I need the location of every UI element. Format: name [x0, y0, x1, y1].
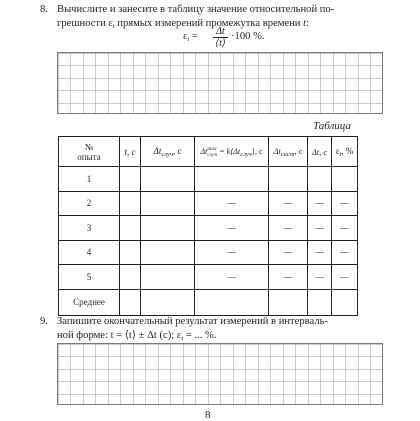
- table-caption: Таблица: [313, 120, 351, 132]
- table-cell-dash: —: [269, 240, 308, 265]
- header-experiment-number: № опыта: [59, 137, 120, 167]
- table-cell[interactable]: [141, 265, 195, 290]
- table-row: [59, 167, 358, 192]
- page-number: 8: [205, 409, 211, 421]
- table-cell[interactable]: [120, 289, 141, 315]
- table-cell-dash: —: [308, 265, 332, 290]
- table-cell[interactable]: [120, 240, 141, 265]
- formula-rhs: ·100 %.: [231, 31, 265, 42]
- table-cell-dash: —: [269, 216, 308, 241]
- table-cell[interactable]: [141, 289, 195, 315]
- table-cell[interactable]: [308, 289, 332, 315]
- header-max-random-error: Δtmax случ = $k⟨\Delta t_{случ}⟩$, c: [195, 137, 269, 167]
- answer-grid-task-8[interactable]: [57, 52, 383, 114]
- table-cell-dash: —: [308, 240, 332, 265]
- header-relative-error: $\varepsilon_t$, %: [332, 137, 358, 167]
- formula-denominator: ⟨t⟩: [215, 38, 226, 49]
- table-cell-dash: —: [332, 265, 358, 290]
- task-9-number: 9.: [40, 316, 48, 327]
- row-label: 1: [59, 167, 120, 192]
- task-8-number: 8.: [40, 4, 48, 15]
- table-cell[interactable]: [141, 240, 195, 265]
- table-row: [59, 216, 358, 241]
- table-cell[interactable]: [141, 191, 195, 216]
- row-label: 5: [59, 265, 120, 290]
- header-absolute-error: Δt, c: [308, 137, 332, 167]
- formula-numerator: Δt: [216, 26, 225, 37]
- table-cell-dash: —: [195, 265, 269, 290]
- table-cell-dash: —: [269, 265, 308, 290]
- table-cell[interactable]: [120, 167, 141, 192]
- table-cell[interactable]: [120, 191, 141, 216]
- table-cell[interactable]: [332, 167, 358, 192]
- table-cell[interactable]: [141, 216, 195, 241]
- table-cell-dash: —: [332, 191, 358, 216]
- row-label-average: Среднее: [59, 289, 120, 315]
- task-9-text-line-2: ной форме: t = ⟨t⟩ ± Δt (c); $\varepsilon_t$ = ... %.: [57, 330, 217, 342]
- table-cell[interactable]: [269, 289, 308, 315]
- table-cell[interactable]: [269, 167, 308, 192]
- task-9-text-line-1: Запишите окончательный результат измерений в интерваль-: [57, 316, 328, 327]
- header-time: t, c: [120, 137, 141, 167]
- measurements-table: [58, 136, 358, 316]
- table-cell[interactable]: [195, 289, 269, 315]
- task-8-text-line-1: Вычислите и занесите в таблицу значение относительной по-: [57, 4, 335, 15]
- table-cell-dash: —: [269, 191, 308, 216]
- table-cell-dash: —: [195, 191, 269, 216]
- row-label: 2: [59, 191, 120, 216]
- table-cell[interactable]: [195, 167, 269, 192]
- answer-grid-task-9[interactable]: [57, 343, 383, 405]
- table-row-average: [59, 289, 358, 315]
- table-cell-dash: —: [195, 216, 269, 241]
- table-row: [59, 191, 358, 216]
- formula-lhs: $\varepsilon_t$ =: [183, 31, 198, 43]
- header-random-error: $\Delta t_{случ}$, c: [141, 137, 195, 167]
- table-cell[interactable]: [120, 216, 141, 241]
- table-row: [59, 265, 358, 290]
- table-header-row: [59, 137, 358, 167]
- table-cell[interactable]: [308, 167, 332, 192]
- header-systematic-error: $\Delta t_{сист}$, c: [269, 137, 308, 167]
- task-8-text-line-2: грешности $\varepsilon_t$ прямых измерений промежутка времени t:: [57, 18, 310, 30]
- table-cell[interactable]: [332, 289, 358, 315]
- table-cell-dash: —: [308, 191, 332, 216]
- row-label: 4: [59, 240, 120, 265]
- table-cell-dash: —: [308, 216, 332, 241]
- table-cell-dash: —: [332, 240, 358, 265]
- table-cell-dash: —: [332, 216, 358, 241]
- table-cell[interactable]: [141, 167, 195, 192]
- table-cell[interactable]: [120, 265, 141, 290]
- formula-fraction: [213, 26, 228, 49]
- row-label: 3: [59, 216, 120, 241]
- table-row: [59, 240, 358, 265]
- table-cell-dash: —: [195, 240, 269, 265]
